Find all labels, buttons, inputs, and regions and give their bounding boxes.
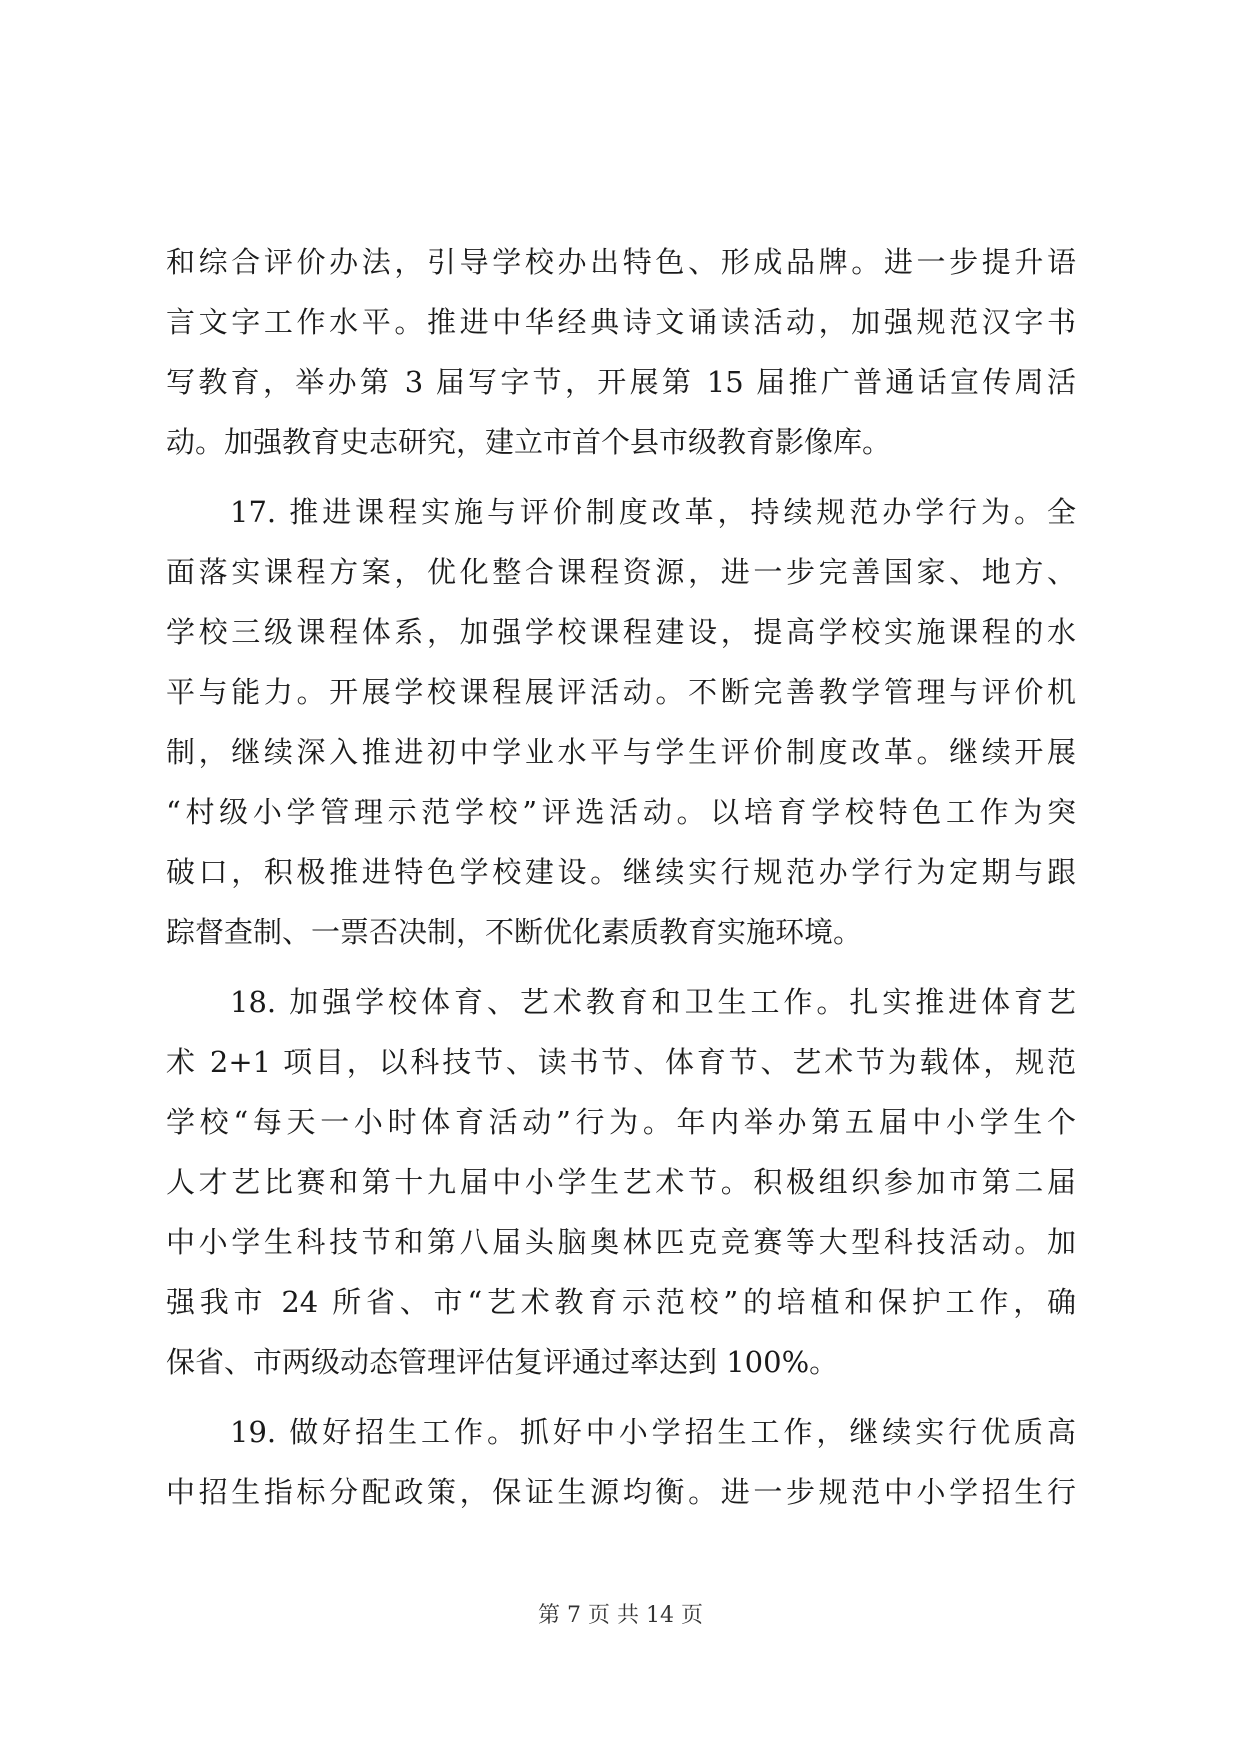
text-line: 人才艺比赛和第十九届中小学生艺术节。积极组织参加市第二届 xyxy=(166,1165,1076,1199)
paragraph-19 xyxy=(166,1402,1076,1522)
text-line: 和综合评价办法，引导学校办出特色、形成品牌。进一步提升语 xyxy=(166,245,1076,279)
text-line: 平与能力。开展学校课程展评活动。不断完善教学管理与评价机 xyxy=(166,675,1076,709)
text-line: 学校三级课程体系，加强学校课程建设，提高学校实施课程的水 xyxy=(166,615,1076,649)
text-line: 踪督查制、一票否决制，不断优化素质教育实施环境。 xyxy=(166,915,863,949)
text-line: 面落实课程方案，优化整合课程资源，进一步完善国家、地方、 xyxy=(166,555,1076,589)
text-line: 言文字工作水平。推进中华经典诗文诵读活动，加强规范汉字书 xyxy=(166,305,1076,339)
text-line: 制，继续深入推进初中学业水平与学生评价制度改革。继续开展 xyxy=(166,735,1076,769)
text-line: 18. 加强学校体育、艺术教育和卫生工作。扎实推进体育艺 xyxy=(230,985,1076,1019)
text-line: 术 2+1 项目，以科技节、读书节、体育节、艺术节为载体，规范 xyxy=(166,1045,1076,1079)
paragraph-18 xyxy=(166,972,1076,1392)
paragraph-17 xyxy=(166,482,1076,962)
text-line: 保省、市两级动态管理评估复评通过率达到 100%。 xyxy=(166,1345,839,1379)
text-line: 学校“每天一小时体育活动”行为。年内举办第五届中小学生个 xyxy=(166,1105,1076,1139)
page-number-footer: 第 7 页 共 14 页 xyxy=(538,1603,703,1628)
text-line: 17. 推进课程实施与评价制度改革，持续规范办学行为。全 xyxy=(230,495,1076,529)
text-line: “村级小学管理示范学校”评选活动。以培育学校特色工作为突 xyxy=(166,795,1076,829)
text-line: 19. 做好招生工作。抓好中小学招生工作，继续实行优质高 xyxy=(230,1415,1076,1449)
text-line: 中招生指标分配政策，保证生源均衡。进一步规范中小学招生行 xyxy=(166,1475,1076,1509)
text-line: 强我市 24 所省、市“艺术教育示范校”的培植和保护工作，确 xyxy=(166,1285,1076,1319)
text-line: 中小学生科技节和第八届头脑奥林匹克竞赛等大型科技活动。加 xyxy=(166,1225,1076,1259)
text-line: 破口，积极推进特色学校建设。继续实行规范办学行为定期与跟 xyxy=(166,855,1076,889)
body-text xyxy=(166,232,1076,1522)
text-line: 动。加强教育史志研究，建立市首个县市级教育影像库。 xyxy=(166,425,892,459)
paragraph-continuation xyxy=(166,232,1076,472)
text-line: 写教育，举办第 3 届写字节，开展第 15 届推广普通话宣传周活 xyxy=(166,365,1076,399)
